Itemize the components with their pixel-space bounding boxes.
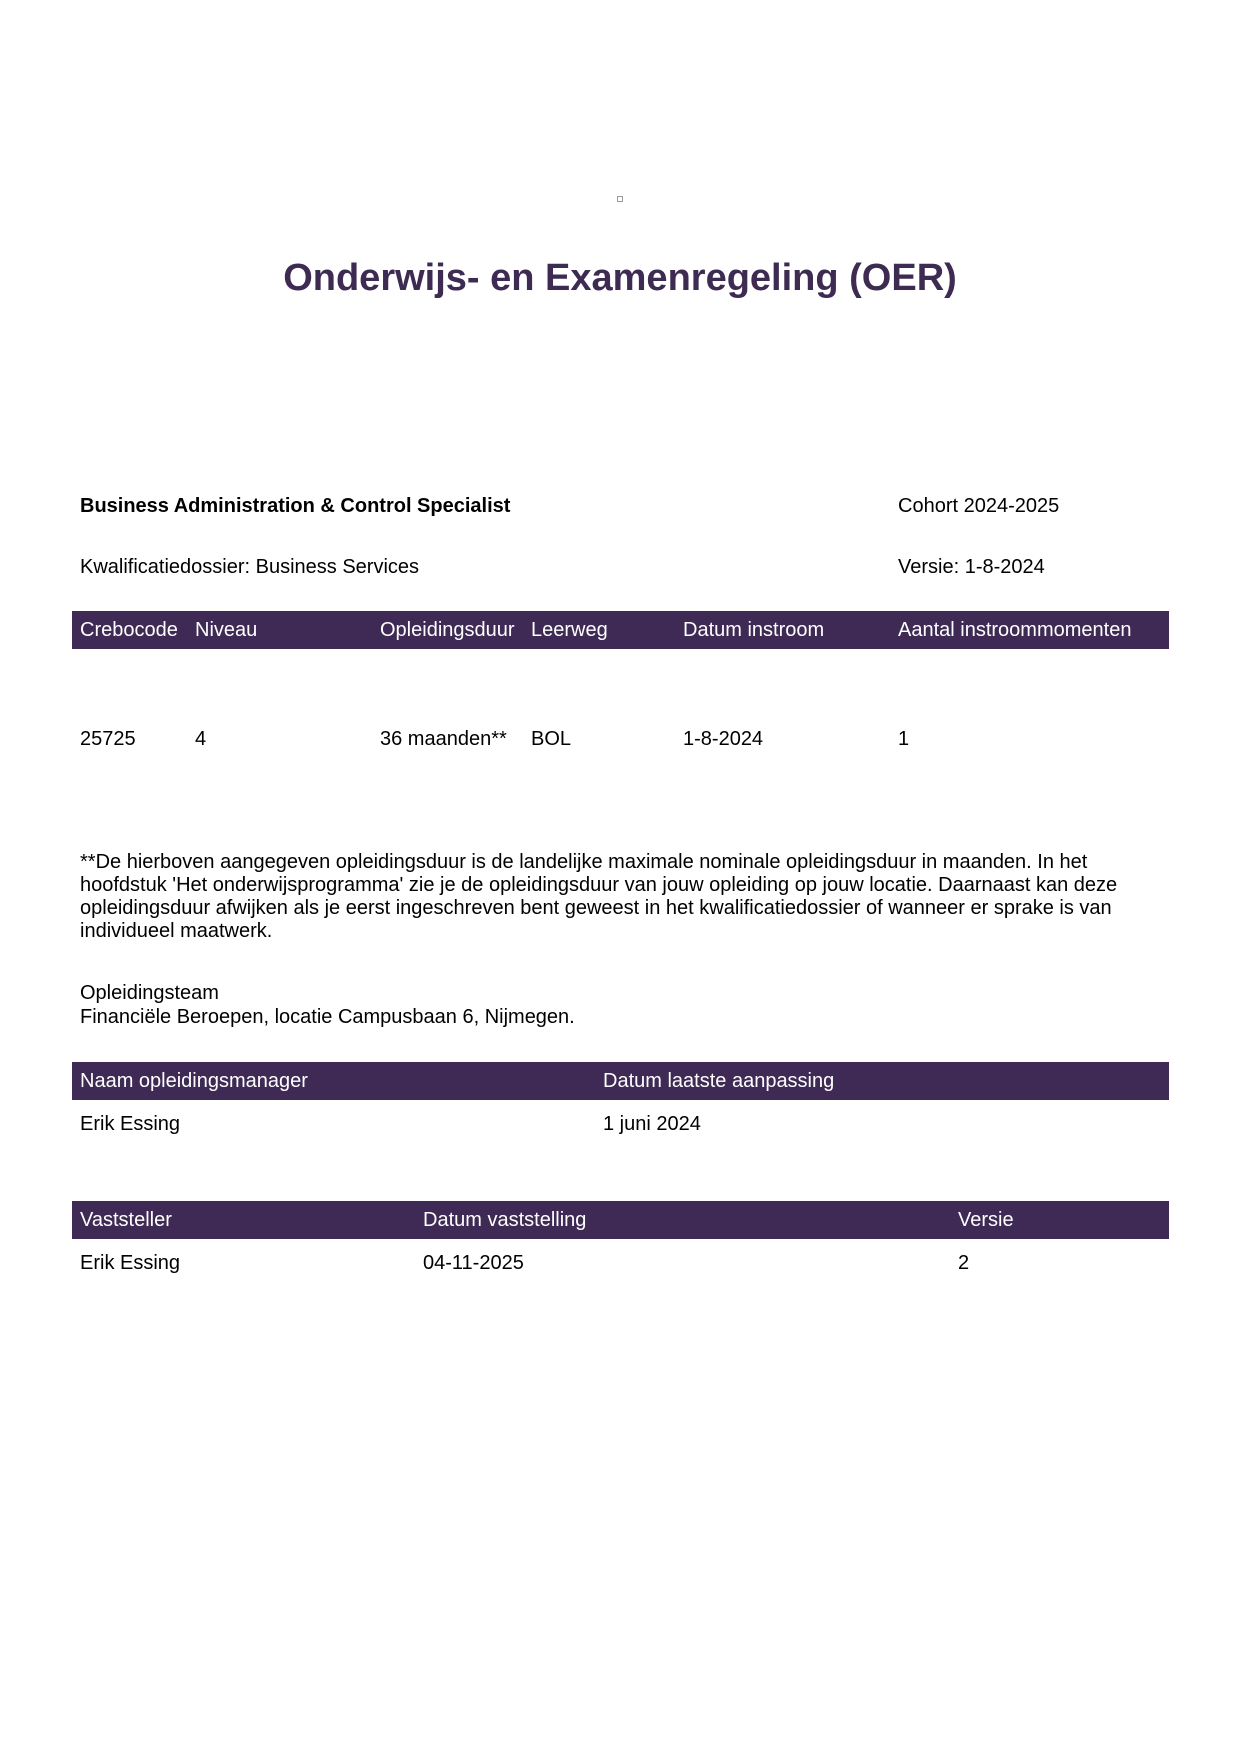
header-datum-vaststelling: Datum vaststelling [423, 1209, 587, 1231]
version-date: Versie: 1-8-2024 [898, 556, 1045, 578]
header-versie: Versie [958, 1209, 1014, 1231]
cell-datum-vaststelling: 04-11-2025 [423, 1252, 524, 1274]
header-crebocode: Crebocode [80, 619, 178, 641]
cell-niveau: 4 [195, 728, 207, 750]
team-value: Financiële Beroepen, locatie Campusbaan 6, Nijmegen. [80, 1006, 575, 1028]
cell-datum-instroom: 1-8-2024 [683, 728, 764, 750]
header-niveau: Niveau [195, 619, 258, 641]
team-label: Opleidingsteam [80, 982, 219, 1004]
manager-table-header [72, 1062, 1169, 1100]
cell-vaststeller: Erik Essing [80, 1252, 181, 1274]
cell-manager-name: Erik Essing [80, 1113, 181, 1135]
header-vaststeller: Vaststeller [80, 1209, 172, 1231]
cell-leerweg: BOL [531, 728, 572, 750]
program-name: Business Administration & Control Specialist [80, 495, 511, 517]
header-aantal-instroommomenten: Aantal instroommomenten [898, 619, 1132, 641]
cell-aantal-instroommomenten: 1 [898, 728, 910, 750]
cell-opleidingsduur: 36 maanden** [380, 728, 507, 750]
approval-table-header [72, 1201, 1169, 1239]
qualification-dossier: Kwalificatiedossier: Business Services [80, 556, 420, 578]
cell-crebocode: 25725 [80, 728, 136, 750]
cell-last-modified: 1 juni 2024 [603, 1113, 701, 1135]
footnote: **De hierboven aangegeven opleidingsduur is de landelijke maximale nominale opleidingsduur in maanden. In het hoofdstuk 'Het onderwijsprogramma' zie je de opleidingsduur van jouw opleiding op jouw locatie. Daarnaast kan deze opleidingsduur afwijken als je eerst ingeschreven bent geweest in het kwalificatiedossier of wanneer er sprake is van individueel maatwerk. [80, 851, 1118, 942]
page-title: Onderwijs- en Examenregeling (OER) [283, 257, 957, 299]
cohort: Cohort 2024-2025 [898, 495, 1060, 517]
header-naam-opleidingsmanager: Naam opleidingsmanager [80, 1070, 308, 1092]
main-table-header [72, 611, 1169, 649]
header-datum-instroom: Datum instroom [683, 619, 825, 641]
header-datum-laatste-aanpassing: Datum laatste aanpassing [603, 1070, 835, 1092]
header-leerweg: Leerweg [531, 619, 608, 641]
cell-versie: 2 [958, 1252, 970, 1274]
logo-placeholder-icon [617, 196, 623, 202]
header-opleidingsduur: Opleidingsduur [380, 619, 515, 641]
